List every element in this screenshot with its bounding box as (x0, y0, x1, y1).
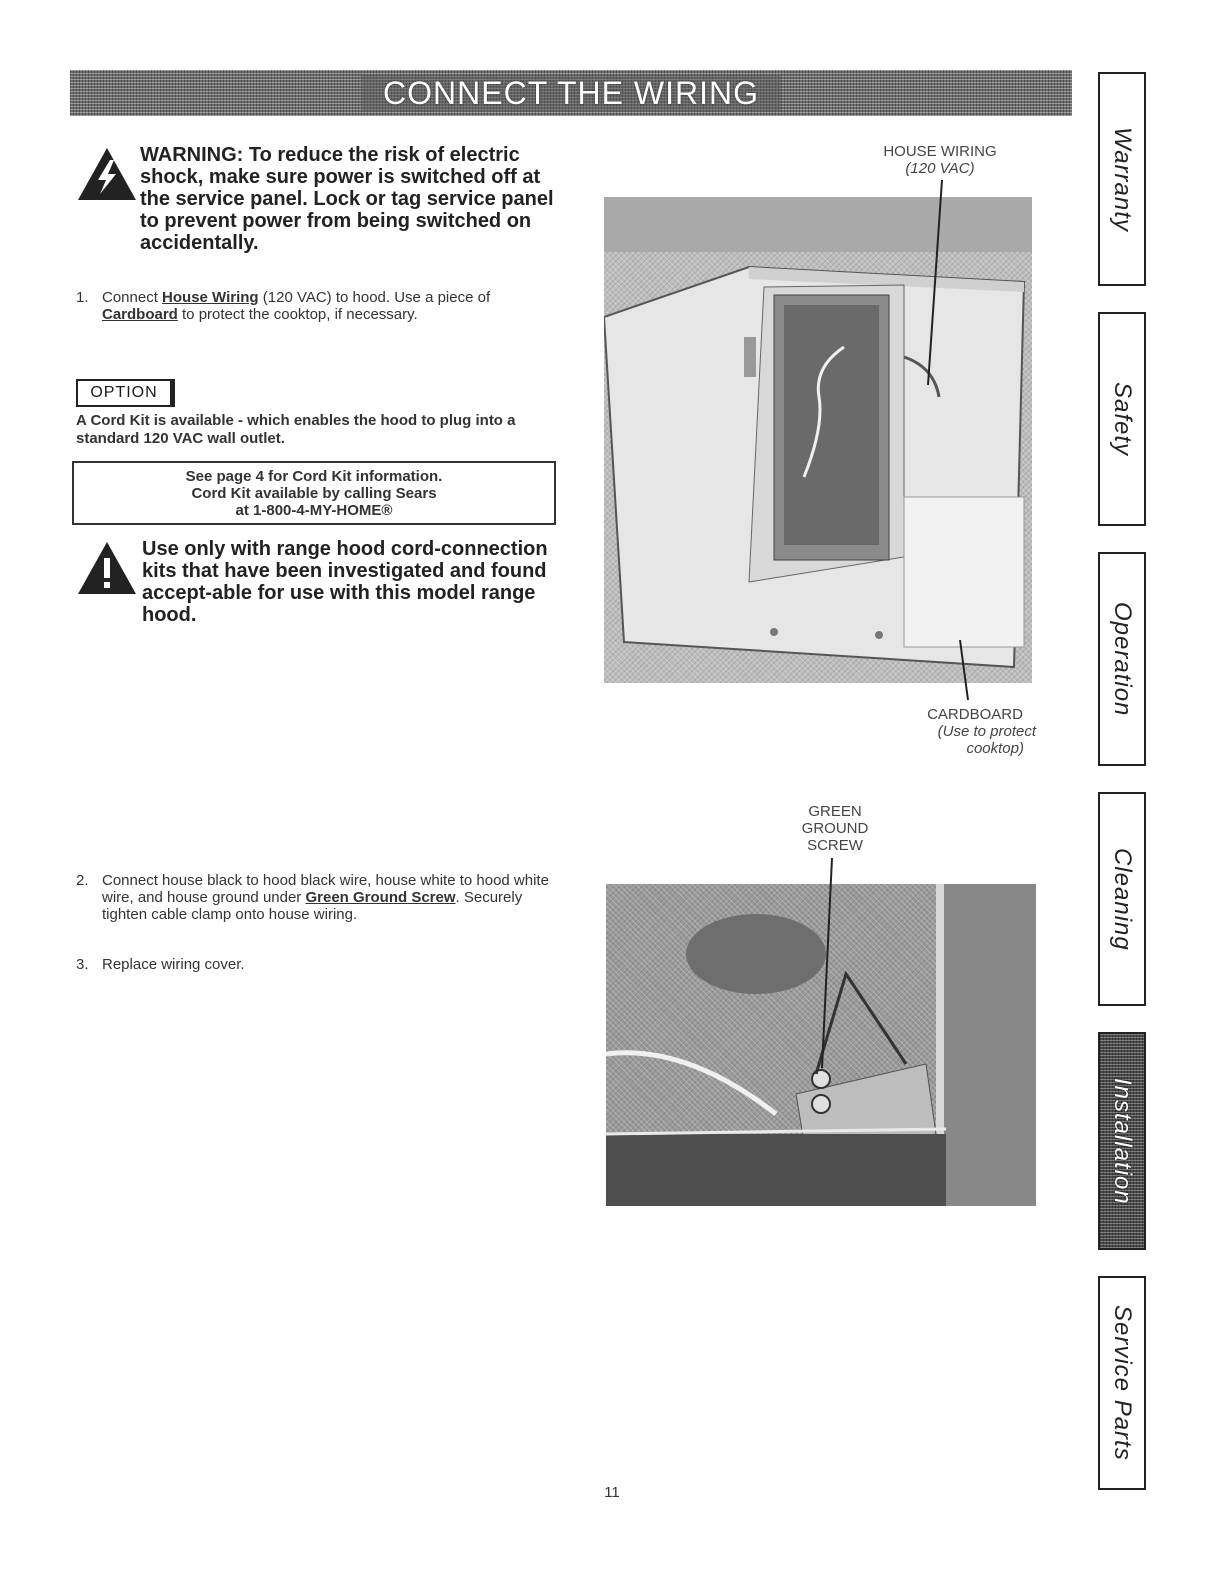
tab-label: Safety (1109, 381, 1136, 457)
cardboard-callout (900, 706, 1050, 757)
option-label: OPTION (76, 379, 175, 407)
step-text: Replace wiring cover. (102, 956, 245, 973)
step-text: . Securely tighten cable clamp onto house wiring. (102, 889, 523, 923)
green-ground-screw-link: Green Ground Screw (305, 889, 456, 906)
cord-kit-warning-text: Use only with range hood cord-connection kits that have been investigated and found accept-able for use with this model range hood. (142, 538, 548, 626)
callout-label: SCREW (807, 837, 863, 854)
tab-safety[interactable] (1098, 312, 1146, 526)
callout-sublabel: (Use to protect (937, 723, 1036, 740)
tab-service-parts[interactable] (1098, 1276, 1146, 1490)
house-wiring-link: House Wiring (162, 289, 259, 306)
callout-label: GROUND (801, 820, 869, 837)
cardboard-link: Cardboard (102, 306, 178, 323)
info-line-2: Cord Kit available by calling Sears (191, 484, 437, 502)
step-number: 3. (76, 956, 89, 973)
tab-label: Service Parts (1109, 1305, 1136, 1461)
cord-kit-info-box (72, 461, 556, 525)
callout-sublabel: (120 VAC) (905, 160, 975, 177)
step-text: Connect house black to hood black wire, house white to hood white wire, and house ground under (102, 872, 549, 906)
tab-label: Operation (1109, 601, 1136, 717)
step-3 (76, 956, 558, 973)
step-text: (120 VAC) to hood. Use a piece of (258, 289, 491, 306)
callout-label: GREEN (808, 803, 862, 820)
callout-sublabel: cooktop) (966, 740, 1024, 757)
tab-label: Cleaning (1109, 847, 1136, 951)
info-line-3: at 1-800-4-MY-HOME® (235, 501, 393, 519)
green-ground-screw-callout (780, 803, 890, 854)
callout-label: HOUSE WIRING (883, 143, 997, 160)
tab-operation[interactable] (1098, 552, 1146, 766)
page-title: CONNECT THE WIRING (361, 75, 781, 112)
info-line-1: See page 4 for Cord Kit information. (185, 467, 443, 485)
tab-cleaning[interactable] (1098, 792, 1146, 1006)
callout-label: CARDBOARD (927, 706, 1023, 723)
tab-installation[interactable] (1098, 1032, 1146, 1250)
page-number: 11 (604, 1484, 620, 1501)
tab-label: Installation (1109, 1077, 1136, 1205)
tab-label: Warranty (1109, 126, 1136, 232)
ground-screw-leader-line (810, 858, 850, 1078)
step-1 (76, 289, 558, 323)
step-text: to protect the cooktop, if necessary. (177, 306, 418, 323)
option-text: A Cord Kit is available - which enables the hood to plug into a standard 120 VAC wall outlet. (76, 412, 516, 447)
step-2 (76, 872, 558, 923)
callout-leader-lines (920, 180, 980, 720)
step-text: Connect (102, 289, 163, 306)
electric-shock-warning-icon (76, 146, 138, 202)
step-number: 1. (76, 289, 89, 306)
step-number: 2. (76, 872, 89, 889)
section-banner (70, 70, 1072, 116)
tab-warranty[interactable] (1098, 72, 1146, 286)
house-wiring-callout (860, 143, 1020, 177)
electric-shock-warning-text: WARNING: To reduce the risk of electric shock, make sure power is switched off at the service panel. Lock or tag service panel to prevent power from being switched on accidentally. (140, 144, 554, 254)
exclamation-warning-icon (76, 540, 138, 596)
